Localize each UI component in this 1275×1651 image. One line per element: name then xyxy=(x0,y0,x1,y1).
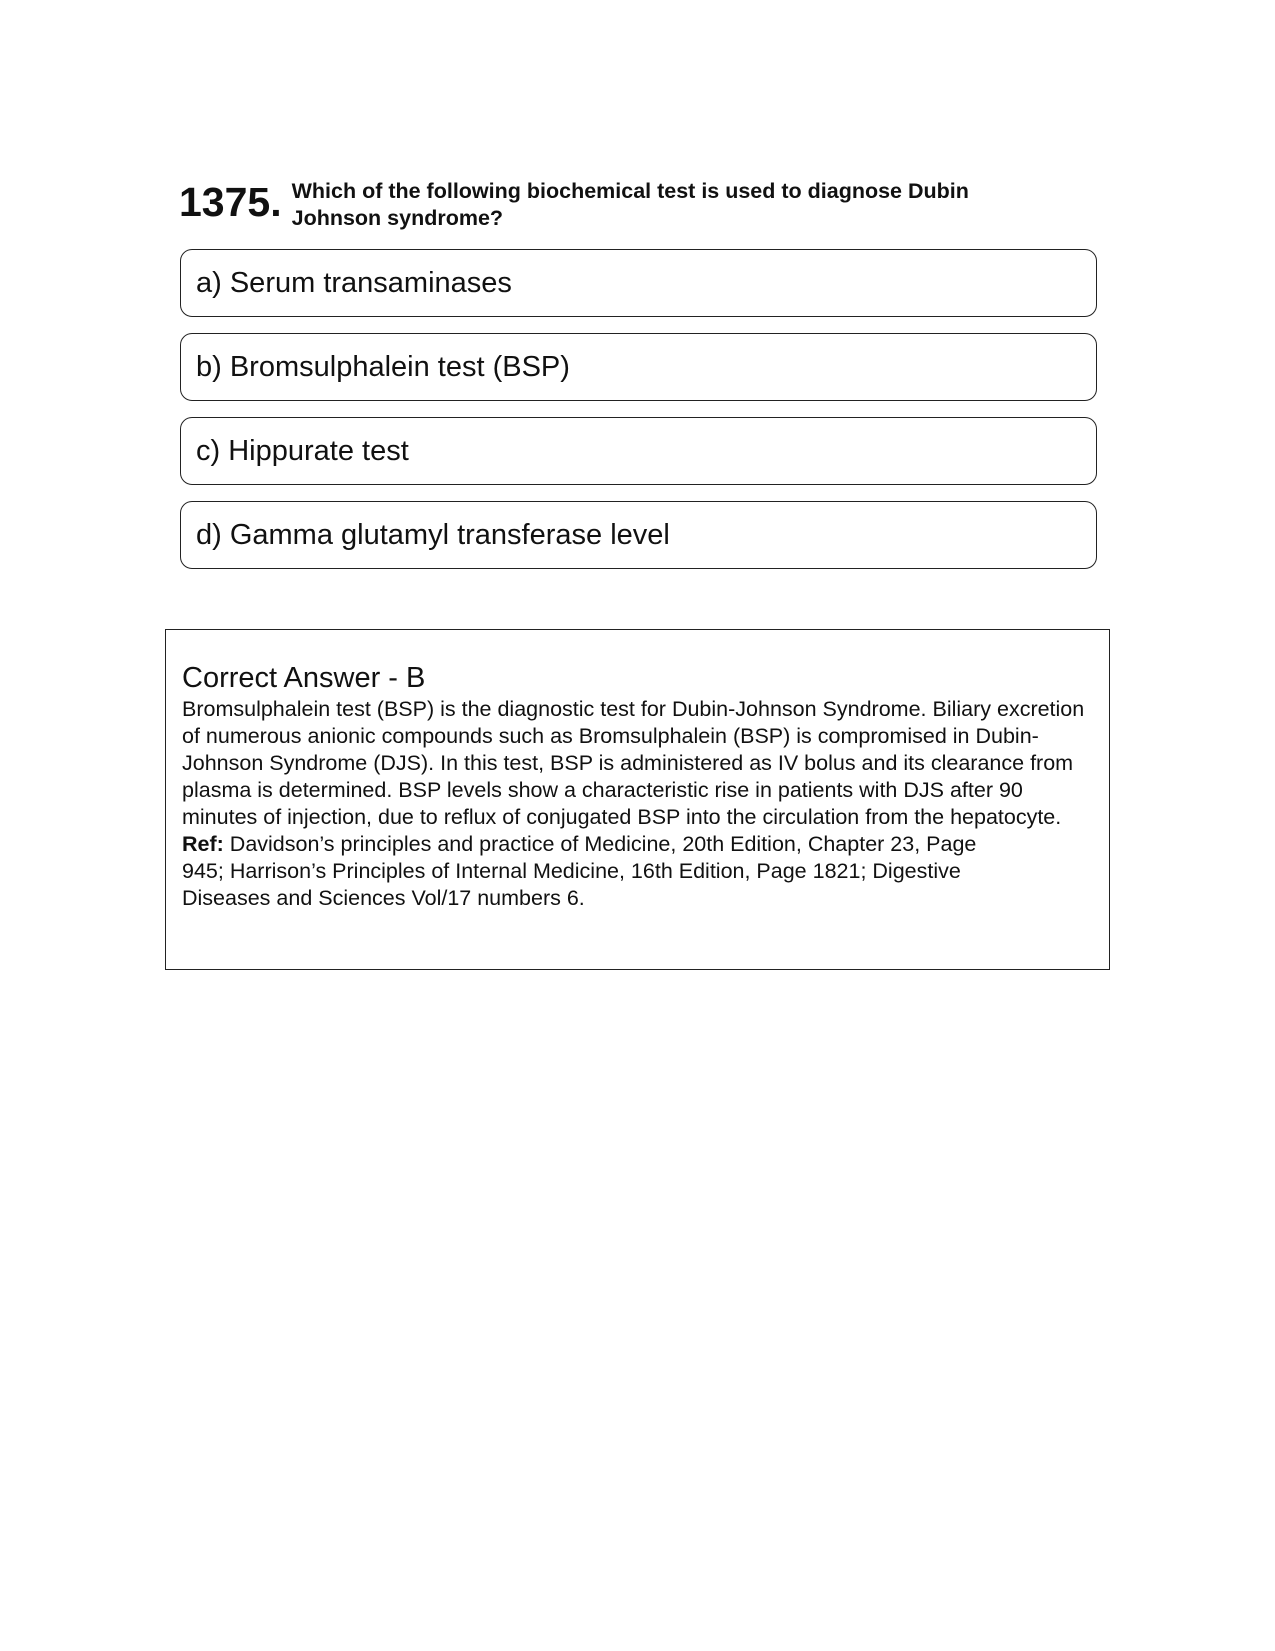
reference xyxy=(182,831,1012,912)
option-d-label: d) Gamma glutamyl transferase level xyxy=(196,518,670,551)
answer-box xyxy=(165,629,1110,970)
option-b-label: b) Bromsulphalein test (BSP) xyxy=(196,350,570,383)
reference-label: Ref: xyxy=(182,832,224,856)
option-a-label: a) Serum transaminases xyxy=(196,266,512,299)
question xyxy=(179,178,1099,232)
question-text: Which of the following biochemical test is used to diagnose Dubin Johnson syndrome? xyxy=(291,179,969,230)
option-a[interactable] xyxy=(180,249,1097,317)
answer-explanation: Bromsulphalein test (BSP) is the diagnostic test for Dubin-Johnson Syndrome. Biliary excretion of numerous anionic compounds such as Bromsulphalein (BSP) is compromised in Dubin-Johnson Syndrome (DJS). In this test, BSP is administered as IV bolus and its clearance from plasma is determined. BSP levels show a characteristic rise in patients with DJS after 90 minutes of injection, due to reflux of conjugated BSP into the circulation from the hepatocyte. xyxy=(182,697,1085,829)
option-b[interactable] xyxy=(180,333,1097,401)
reference-text: Davidson’s principles and practice of Medicine, 20th Edition, Chapter 23, Page 945; Harrison’s Principles of Internal Medicine, 16th Edition, Page 1821; Digestive Diseases and Sciences Vol/17 numbers 6. xyxy=(182,832,977,910)
option-c[interactable] xyxy=(180,417,1097,485)
correct-answer-title: Correct Answer - B xyxy=(182,662,426,694)
option-d[interactable] xyxy=(180,501,1097,569)
option-c-label: c) Hippurate test xyxy=(196,434,409,467)
question-number: 1375. xyxy=(179,179,282,225)
options-list xyxy=(180,249,1097,585)
